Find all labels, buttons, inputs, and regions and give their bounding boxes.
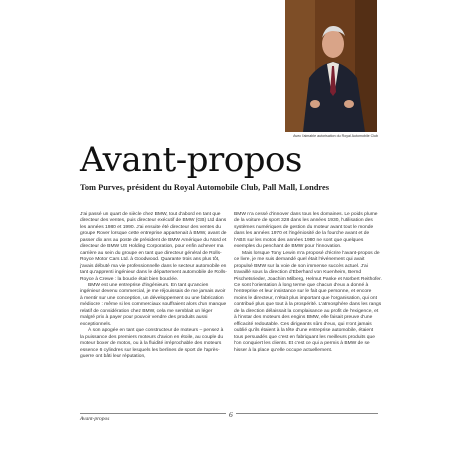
footer-running-title: Avant-propos xyxy=(80,416,110,422)
paragraph: Mais lorsque Tony Lewin m'a proposé d'écrire l'avant-propos de ce livre, je me suis demandé quel était l'événement qui avait propulsé BMW sur la voie de son immense succès actuel. J'ai travaillé sous la direction d'Eberhard von Kuenheim, Bernd Pischetsrieder, Joachim Milberg, Helmut Panke et Norbert Reithofer. Ce sont l'orientation à long terme que chacun d'eux a donné à l'entreprise et leur insistance sur le fait que personne, et encore moins le directeur, n'était plus important que l'organisation, qui ont contribué plus que tout à la prospérité. L'atmosphère dans les rangs de la direction délaissait la complaisance au profit de l'exigence, et à l'instar des moteurs des engins BMW, elle faisait preuve d'une efficacité redoutable. Ces dirigeants sûrs d'eux, qui n'ont jamais oublié qu'ils étaient à la tête d'une entreprise automobile, étaient tous persuadés que c'est en fabriquant les meilleurs produits que l'on conquiert les clients. Et c'est ce qui a permis à BMW de se hisser à la place qu'elle occupe actuellement. xyxy=(234,250,382,353)
page-subtitle: Tom Purves, président du Royal Automobile Club, Pall Mall, Londres xyxy=(80,183,329,192)
paragraph: J'ai passé un quart de siècle chez BMW, tout d'abord en tant que directeur des ventes, puis directeur exécutif de BMW (GB) Ltd dans les années 1980 et 1990. J'ai ensuite été directeur des ventes du groupe Rover lorsque cette entreprise appartenait à BMW, avant de passer dix ans au poste de président de BMW Amérique du Nord et directeur de BMW US Holding Corporation, pour enfin achever ma carrière au sein du groupe en tant que directeur général de Rolls-Royce Motor Cars Ltd. à Goodwood. Quarante trois ans plus tôt, j'avais débuté ma vie professionnelle dans le secteur automobile en tant qu'apprenti ingénieur dans le département automobile de Rolls-Royce à Crewe : la boucle était bien bouclée. xyxy=(80,212,227,282)
paragraph: À son apogée en tant que constructeur de moteurs – pensez à la puissance des premiers moteurs d'avion en étoile, au couple du moteur boxer de motos, ou à la fluidité irréprochable des moteurs essence 6 cylindres sur lesquels les berlines de sport de l'après-guerre ont bâti leur réputation, xyxy=(80,328,224,359)
photo-caption: Avec l'aimable autorisation du Royal Automobile Club xyxy=(293,134,378,138)
paragraph: BMW est une entreprise d'ingénieurs. En tant qu'ancien ingénieur devenu commercial, je me réjouissais de me jamais avoir à mentir sur une conception, un développement ou une fabrication médiocre : même si les commerciaux souffraient alors d'un manque relatif de considération chez BMW, cela me semblait un léger malgré prix à payer pour pouvoir vendre des produits aussi exceptionnels. xyxy=(80,282,227,327)
page-number: 6 xyxy=(226,410,236,419)
paragraph: BMW n'a cessé d'innover dans tous les domaines. Le poids plume de la voiture de sport 328 dans les années 1930, l'utilisation des systèmes numériques de gestion du moteur avant tout le monde dans les années 1970 et l'ingéniosité de la fourche avant et de l'ABS sur les motos des années 1980 ne sont que quelques exemples du penchant de BMW pour l'innovation. xyxy=(234,212,378,250)
page-title: Avant-propos xyxy=(80,140,302,180)
portrait-illustration xyxy=(285,0,377,132)
body-column-right xyxy=(234,212,382,354)
portrait-photo xyxy=(285,0,377,132)
body-column-left xyxy=(80,212,228,360)
